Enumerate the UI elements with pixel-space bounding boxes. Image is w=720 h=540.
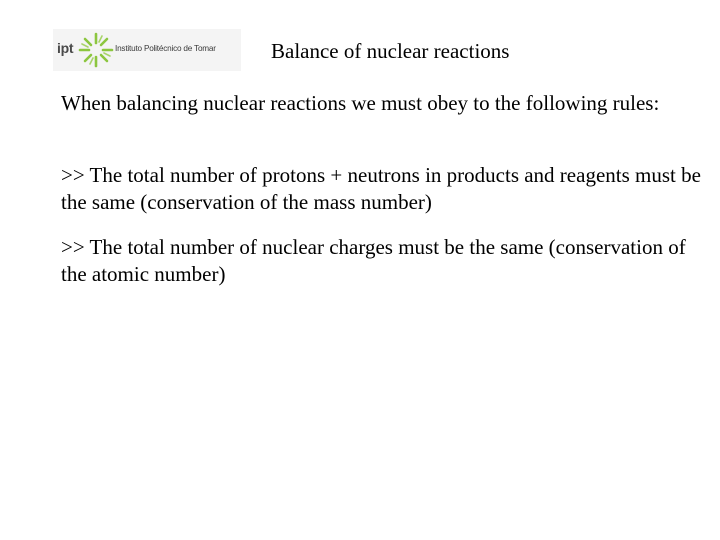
rule-mass-number: >> The total number of protons + neutrons in products and reagents must be the same (conservation of the mass number)	[61, 163, 701, 214]
rule-atomic-number: >> The total number of nuclear charges must be the same (conservation of the atomic number)	[61, 235, 686, 286]
intro-paragraph: When balancing nuclear reactions we must obey to the following rules:	[61, 91, 660, 115]
logo-abbreviation: ipt	[57, 40, 74, 56]
institution-logo	[53, 29, 241, 71]
sun-burst-icon	[77, 31, 115, 69]
logo-institution-name: Instituto Politécnico de Tomar	[115, 44, 216, 53]
slide-title: Balance of nuclear reactions	[271, 39, 510, 63]
